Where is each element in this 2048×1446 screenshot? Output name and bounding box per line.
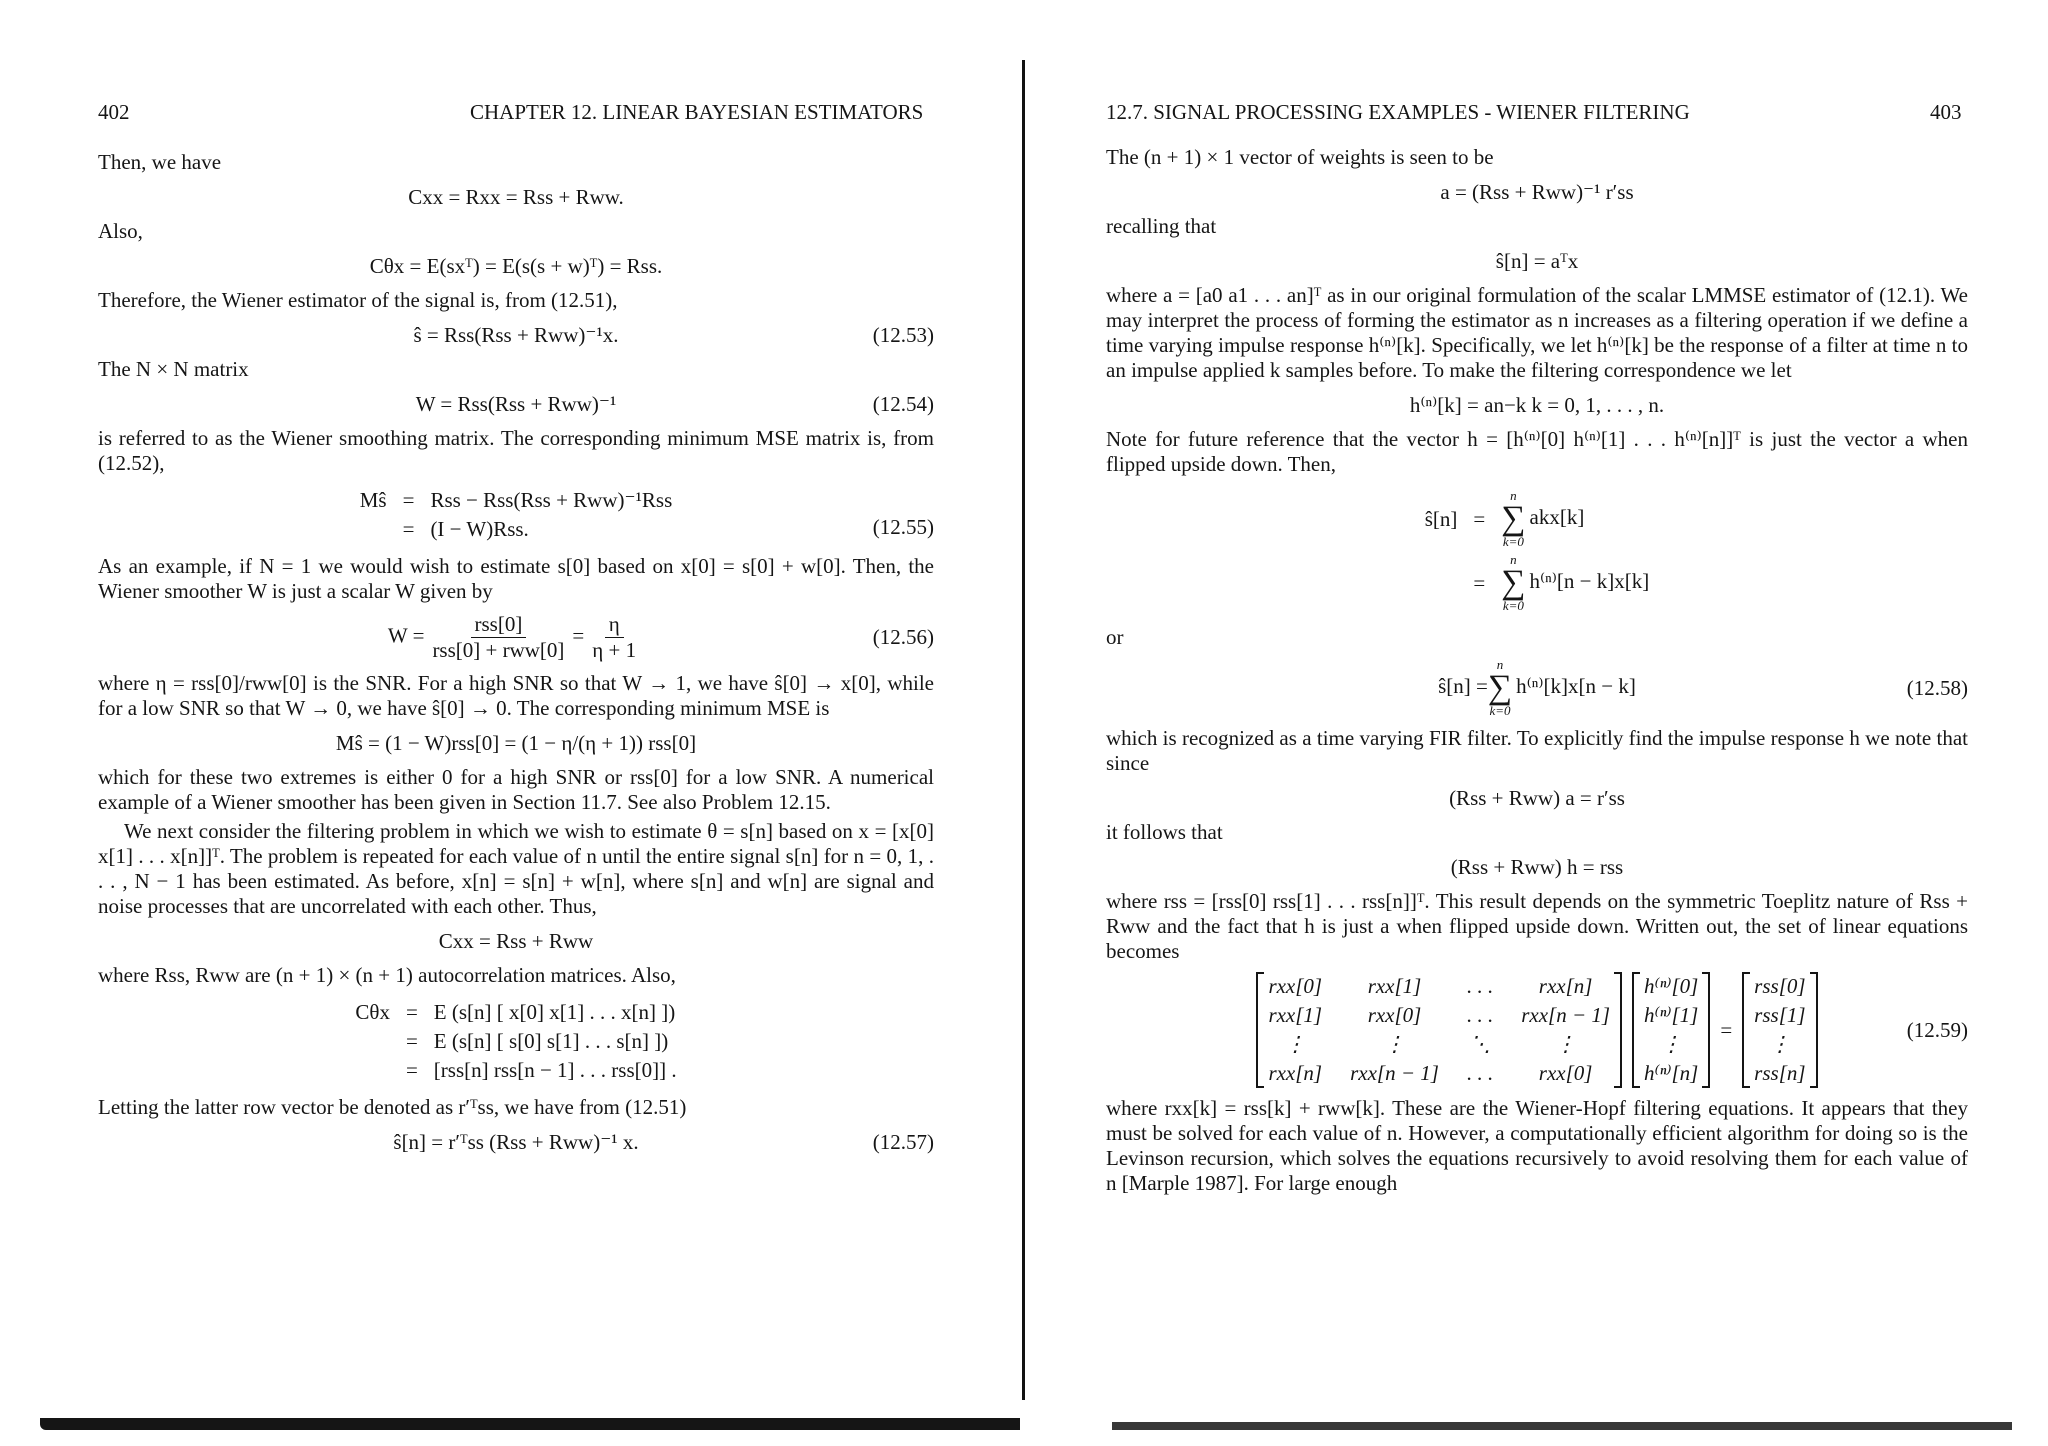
equation-array [98, 998, 934, 1085]
equation-cell: = [405, 1029, 418, 1053]
right-page [1030, 0, 2048, 1446]
equation [98, 729, 934, 757]
equation-cell [347, 1056, 398, 1085]
right-running-head: 12.7. SIGNAL PROCESSING EXAMPLES - WIENER FILTERING [1106, 100, 1690, 124]
matrix-entry: rxx[n] [1268, 1061, 1323, 1085]
equation [98, 390, 934, 418]
equation-cell: = [1473, 570, 1486, 595]
matrix-entry: rxx[0] [1268, 974, 1323, 998]
equation-expression [1256, 972, 1817, 1088]
equation-cell: E (s[n] [ x[0] x[1] . . . x[n] ]) [433, 1000, 676, 1024]
sum-lower: k=0 [1502, 534, 1524, 549]
equation-cell: = [405, 1058, 418, 1082]
equation-row [352, 515, 681, 544]
equation-expression: W = Rss(Rss + Rww)⁻¹ [415, 391, 617, 416]
vector-entry: h⁽ⁿ⁾[1] [1644, 1003, 1699, 1027]
equation [98, 612, 934, 663]
fraction [428, 612, 568, 663]
denominator: η + 1 [592, 638, 637, 662]
vector-entry: ⋮ [1660, 1032, 1682, 1056]
right-page-body [1106, 145, 1968, 1200]
equation [1106, 247, 1968, 275]
equals-sign: = [572, 623, 585, 648]
equation-row [1417, 551, 1658, 615]
vector-entry: rss[n] [1754, 1061, 1806, 1085]
matrix-entry: rxx[0] [1367, 1003, 1422, 1027]
matrix-entry: . . . [1466, 1061, 1494, 1085]
equation-expression [1438, 658, 1636, 718]
equation-number: (12.58) [1906, 675, 1968, 700]
left-page-number: 402 [98, 100, 130, 124]
equation-cell: ŝ[n] [1424, 506, 1458, 531]
paragraph: Then, we have [98, 150, 222, 174]
equation-cell: (I − W)Rss. [430, 517, 529, 541]
paragraph: which is recognized as a time varying FIR filter. To explicitly find the impulse response h we note that since [1106, 726, 1968, 775]
summand: h⁽ⁿ⁾[k]x[n − k] [1516, 673, 1636, 698]
equation-array-table [1417, 487, 1658, 615]
paragraph: is referred to as the Wiener smoothing matrix. The corresponding minimum MSE matrix is, from (12.52), [98, 426, 934, 475]
paragraph: Therefore, the Wiener estimator of the signal is, from (12.51), [98, 288, 618, 312]
equation-expression: (Rss + Rww) a = r′ss [1449, 785, 1625, 810]
equation-row [347, 998, 684, 1027]
equation-number: (12.56) [872, 625, 934, 649]
equation-cell [1417, 551, 1466, 615]
paragraph: where rss = [rss[0] rss[1] . . . rss[n]]ᵀ. This result depends on the symmetric Toeplitz nature of Rss + Rww and the fact that h is just a when flipped upside down. Written out, the set of linear equations becomes [1106, 889, 1968, 963]
equation [98, 927, 934, 955]
paragraph: where rxx[k] = rss[k] + rww[k]. These are the Wiener-Hopf filtering equations. It appears that they must be solved for each value of n. However, a computationally efficient algorithm for doing so is the Levinson recursion, which solves the equations recursively to avoid resolving them for each value of n [Marple 1987]. For large enough [1106, 1096, 1968, 1195]
equation-array [98, 486, 934, 544]
sigma-symbol: ∑ [1501, 500, 1526, 537]
paragraph: where a = [a0 a1 . . . an]ᵀ as in our original formulation of the scalar LMMSE estimator of (12.1). We may interpret the process of forming the estimator as n increases as a filtering operation if we define a time varying impulse response h⁽ⁿ⁾[k]. Specifically, we let h⁽ⁿ⁾[k] be the response of a filter at time n to an impulse applied k samples before. To make the filtering correspondence we let [1106, 283, 1968, 382]
matrix-entry: ⋮ [1284, 1032, 1306, 1056]
equation-expression: ŝ[n] = r′ᵀss (Rss + Rww)⁻¹ x. [393, 1129, 639, 1154]
paragraph: Also, [98, 219, 143, 243]
sigma-symbol: ∑ [1501, 564, 1526, 601]
equation [1106, 658, 1968, 718]
sum-upper: n [1496, 657, 1504, 672]
equation-cell [1493, 487, 1657, 551]
left-page-body [98, 150, 934, 1164]
equation [1106, 784, 1968, 812]
paragraph: We next consider the filtering problem in which we wish to estimate θ = s[n] based on x = [x[0] x[1] . . . x[n]]ᵀ. The problem is repeated for each value of n until the entire signal s[n] for n = 0, 1, . . . , N − 1 has been estimated. As before, x[n] = s[n] + w[n], where s[n] and w[n] are signal and noise processes that are uncorrelated with each other. Thus, [98, 819, 934, 918]
matrix-entry: rxx[1] [1367, 974, 1422, 998]
equation [98, 1128, 934, 1156]
equation-cell: Cθx [355, 1000, 390, 1024]
equation [1106, 853, 1968, 881]
equation-expression: Mŝ = (1 − W)rss[0] = (1 − η/(η + 1)) rss[0] [335, 730, 697, 755]
matrix-equation [1106, 972, 1968, 1088]
sum-lower: k=0 [1502, 598, 1524, 613]
equation-expression: ŝ = Rss(Rss + Rww)⁻¹x. [413, 322, 619, 347]
matrix-entry: rxx[n − 1] [1350, 1061, 1439, 1085]
paragraph: where η = rss[0]/rww[0] is the SNR. For a high SNR so that W → 1, we have ŝ[0] → x[0], while for a low SNR so that W → 0, we have ŝ[0] → 0. The corresponding minimum MSE is [98, 671, 934, 720]
left-page [0, 0, 1020, 1446]
denominator: rss[0] + rww[0] [432, 638, 565, 662]
fraction [588, 612, 640, 663]
equation-array-table [347, 998, 684, 1085]
paragraph: As an example, if N = 1 we would wish to estimate s[0] based on x[0] = s[0] + w[0]. Then, the Wiener smoother W is just a scalar W given by [98, 554, 934, 603]
equation-expression: Cxx = Rxx = Rss + Rww. [408, 184, 624, 209]
equation-expression: Cθx = E(sxᵀ) = E(s(s + w)ᵀ) = Rss. [369, 253, 663, 278]
matrix-entry: rxx[1] [1268, 1003, 1323, 1027]
equation-cell [347, 1027, 398, 1056]
vector-entry: h⁽ⁿ⁾[n] [1644, 1061, 1699, 1085]
impulse-response-vector [1632, 972, 1710, 1088]
book-spine [1022, 60, 1025, 1400]
matrix-entry: rxx[0] [1538, 1061, 1593, 1085]
paragraph: The N × N matrix [98, 357, 249, 381]
equation-cell: E (s[n] [ s[0] s[1] . . . s[n] ]) [433, 1029, 669, 1053]
paragraph: Note for future reference that the vector h = [h⁽ⁿ⁾[0] h⁽ⁿ⁾[1] . . . h⁽ⁿ⁾[n]]ᵀ is just the vector a when flipped upside down. Then, [1106, 427, 1968, 476]
paragraph: Letting the latter row vector be denoted as r′ᵀss, we have from (12.51) [98, 1095, 687, 1119]
equation-row [352, 486, 681, 515]
cross-correlation-vector [1742, 972, 1817, 1088]
paragraph: The (n + 1) × 1 vector of weights is seen to be [1106, 145, 1494, 169]
scan-edge-right [1112, 1422, 2012, 1430]
matrix-entry: ⋱ [1469, 1032, 1491, 1056]
equation-expression: h⁽ⁿ⁾[k] = an−k k = 0, 1, . . . , n. [1409, 392, 1665, 417]
equation-expression: a = (Rss + Rww)⁻¹ r′ss [1440, 179, 1634, 204]
equation-cell: Rss − Rss(Rss + Rww)⁻¹Rss [430, 488, 673, 512]
equation [98, 252, 934, 280]
left-running-head: CHAPTER 12. LINEAR BAYESIAN ESTIMATORS [470, 100, 924, 124]
autocorrelation-matrix [1256, 972, 1622, 1088]
vector-entry: ⋮ [1769, 1032, 1791, 1056]
equation-cell: = [1473, 506, 1486, 531]
equation-lhs: ŝ[n] = [1438, 673, 1488, 698]
equation [1106, 178, 1968, 206]
equation-array-table [352, 486, 681, 544]
equation-number: (12.54) [872, 391, 934, 416]
matrix-entry: rxx[n − 1] [1521, 1003, 1611, 1027]
paragraph: which for these two extremes is either 0 for a high SNR or rss[0] for a low SNR. A numerical example of a Wiener smoother has been given in Section 11.7. See also Problem 12.15. [98, 765, 934, 814]
matrix-entry: . . . [1466, 974, 1494, 998]
equation-cell: = [405, 1000, 418, 1024]
right-page-number: 403 [1930, 100, 1962, 124]
matrix-entry: . . . [1466, 1003, 1494, 1027]
paragraph: or [1106, 625, 1124, 649]
matrix-entry: ⋮ [1384, 1032, 1406, 1056]
equation-cell: = [402, 517, 415, 541]
matrix-entry: ⋮ [1555, 1032, 1577, 1056]
sum-lower: k=0 [1489, 703, 1511, 718]
scan-edge-left [40, 1418, 1020, 1430]
vector-entry: rss[1] [1754, 1003, 1806, 1027]
equation-number: (12.57) [872, 1129, 934, 1154]
numerator: η [605, 612, 624, 638]
equation-expression [388, 612, 644, 663]
equation [98, 183, 934, 211]
equation [1106, 391, 1968, 419]
equation-number: (12.59) [1906, 1017, 1968, 1042]
summation [1488, 658, 1512, 718]
equation-cell: [rss[n] rss[n − 1] . . . rss[0]] . [433, 1058, 677, 1082]
equation-cell [1493, 551, 1657, 615]
equation-row [347, 1027, 684, 1056]
equation-cell [352, 515, 395, 544]
equation-row [1417, 487, 1658, 551]
sum-upper: n [1510, 488, 1517, 503]
equation-cell: = [402, 488, 415, 512]
equation-number: (12.53) [872, 322, 934, 347]
equation-array [1106, 487, 1968, 615]
paragraph: where Rss, Rww are (n + 1) × (n + 1) autocorrelation matrices. Also, [98, 963, 676, 987]
summation [1501, 489, 1525, 549]
sigma-symbol: ∑ [1487, 669, 1513, 706]
paragraph: it follows that [1106, 820, 1223, 844]
equals-sign: = [1720, 1017, 1733, 1042]
equation-lhs: W = [387, 623, 425, 648]
matrix-entry: rxx[n] [1538, 974, 1593, 998]
equation-row [347, 1056, 684, 1085]
summand: h⁽ⁿ⁾[n − k]x[k] [1529, 568, 1650, 593]
paragraph: recalling that [1106, 214, 1217, 238]
summation [1501, 553, 1525, 613]
vector-entry: h⁽ⁿ⁾[0] [1644, 974, 1699, 998]
equation-expression: (Rss + Rww) h = rss [1450, 854, 1624, 879]
sum-upper: n [1510, 552, 1517, 567]
equation [98, 321, 934, 349]
equation-expression: Cxx = Rss + Rww [438, 928, 594, 953]
vector-entry: rss[0] [1754, 974, 1806, 998]
equation-expression: ŝ[n] = aᵀx [1495, 248, 1579, 273]
equation-number: (12.55) [872, 515, 934, 539]
numerator: rss[0] [471, 612, 527, 638]
summand: akx[k] [1529, 504, 1585, 529]
equation-cell: Mŝ [359, 488, 387, 512]
